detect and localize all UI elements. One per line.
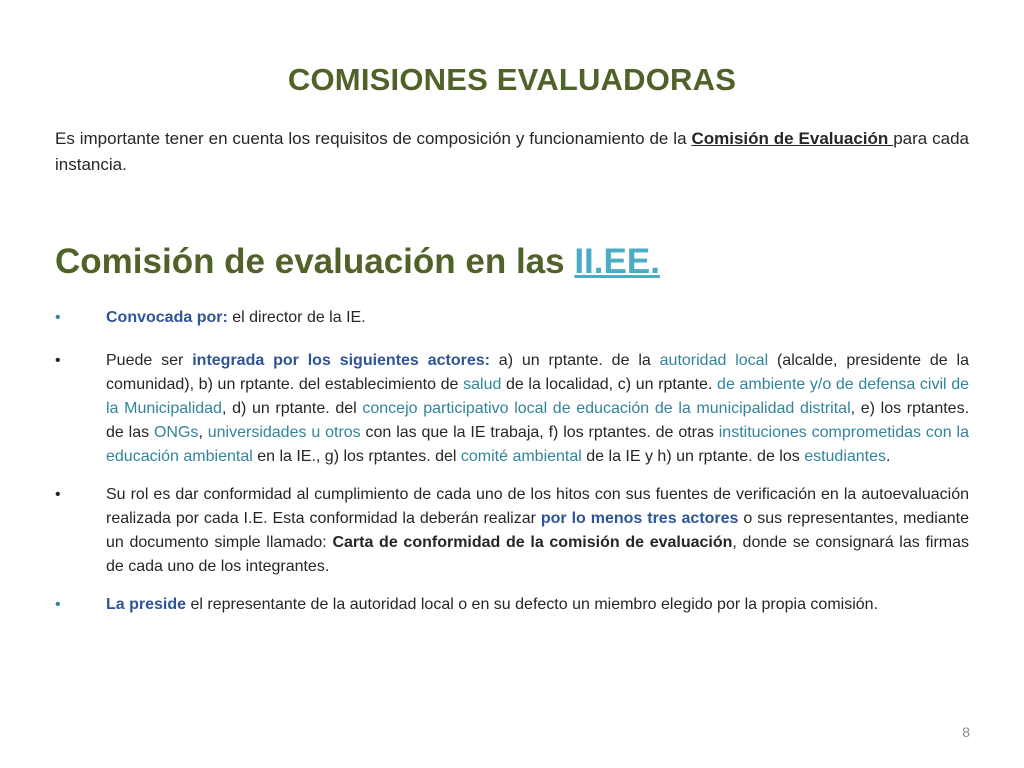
label-convocada: Convocada por: <box>106 309 228 326</box>
intro-text-end: para cada instancia. <box>55 129 969 174</box>
text-segment: o sus representantes, mediante un documento simple llamado: <box>106 510 969 551</box>
label-tres-actores: por lo menos tres actores <box>540 510 739 527</box>
text-segment: (alcalde, presidente de la comunidad), b) un rptante. del establecimiento de <box>106 352 970 393</box>
bullet-icon: • <box>55 596 61 613</box>
label-integrada: integrada por los siguientes actores: <box>192 352 490 369</box>
section-subtitle <box>55 242 969 282</box>
text-segment: en la IE., g) los rptantes. del <box>252 448 461 465</box>
text-segment: , <box>198 424 208 441</box>
highlight-universidades: universidades u otros <box>207 424 361 441</box>
highlight-salud: salud <box>463 376 502 393</box>
text-segment: , d) un rptante. del <box>221 400 363 417</box>
intro-link-comision[interactable]: Comisión de Evaluación <box>691 129 894 148</box>
bullet-list <box>55 306 969 631</box>
text-segment: de la localidad, c) un rptante. <box>501 376 718 393</box>
slide-title: COMISIONES EVALUADORAS <box>287 62 737 97</box>
bullet-icon: • <box>55 352 61 369</box>
text-segment: de la IE y h) un rptante. de los <box>581 448 805 465</box>
text-segment: Su rol es dar conformidad al cumplimiento de cada uno de los hitos con sus fuentes de verificación en la autoevaluación realizada por cada I.E. Esta conformidad la deberán realizar <box>106 486 969 527</box>
text-segment: con las que la IE trabaja, f) los rptantes. de otras <box>360 424 719 441</box>
bold-carta-conformidad: Carta de conformidad de la comisión de evaluación <box>332 534 733 551</box>
text-preside: el representante de la autoridad local o en su defecto un miembro elegido por la propia comisión. <box>186 596 879 613</box>
highlight-ongs: ONGs <box>153 424 199 441</box>
highlight-comite: comité ambiental <box>460 448 582 465</box>
list-item-rol <box>55 483 969 579</box>
intro-paragraph <box>55 126 969 178</box>
page-number: 8 <box>962 724 970 740</box>
bullet-icon: • <box>55 486 61 503</box>
text-segment: Puede ser <box>106 352 193 369</box>
label-preside: La preside <box>106 596 187 613</box>
bullet-icon: • <box>55 309 61 326</box>
highlight-concejo: concejo participativo local de educación de la municipalidad distrital <box>362 400 851 417</box>
list-item-convocada <box>55 306 969 330</box>
intro-text: Es importante tener en cuenta los requisitos de composición y funcionamiento de la <box>55 129 692 148</box>
text-segment: a) un rptante. de la <box>489 352 660 369</box>
list-item-preside <box>55 593 969 617</box>
highlight-estudiantes: estudiantes <box>804 448 887 465</box>
text-segment: . <box>886 448 891 465</box>
list-item-integrada <box>55 349 969 469</box>
highlight-autoridad-local: autoridad local <box>659 352 769 369</box>
text-segment: , e) los rptantes. de las <box>106 400 970 441</box>
text-convocada: el director de la IE. <box>227 309 366 326</box>
subtitle-link-iiee[interactable]: II.EE. <box>574 242 660 281</box>
highlight-ambiente: de ambiente y/o de defensa civil de la Municipalidad <box>106 376 970 417</box>
text-segment: , donde se consignará las firmas de cada uno de los integrantes. <box>106 534 970 575</box>
subtitle-text: Comisión de evaluación en las <box>55 242 575 281</box>
highlight-instituciones: instituciones comprometidas con la educación ambiental <box>106 424 970 465</box>
